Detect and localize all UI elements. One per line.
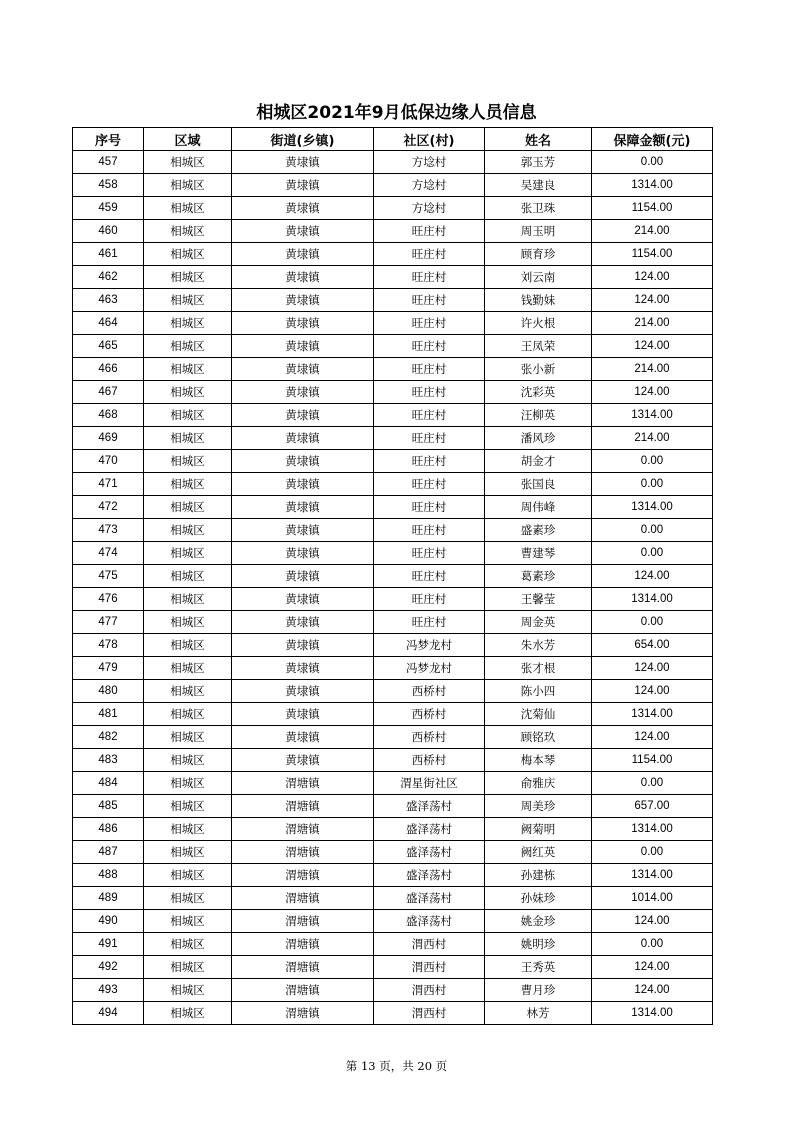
cell-name: 孙建栋: [485, 864, 592, 887]
cell-street-town: 黄埭镇: [232, 197, 374, 220]
cell-serial: 488: [73, 864, 144, 887]
table-row: [73, 611, 713, 634]
cell-amount: 0.00: [592, 841, 713, 864]
cell-name: 胡金才: [485, 450, 592, 473]
cell-district: 相城区: [144, 565, 232, 588]
cell-serial: 486: [73, 818, 144, 841]
cell-district: 相城区: [144, 956, 232, 979]
cell-amount: 1314.00: [592, 818, 713, 841]
cell-name: 刘云南: [485, 266, 592, 289]
cell-amount: 124.00: [592, 726, 713, 749]
cell-community-village: 旺庄村: [374, 450, 485, 473]
cell-name: 潘风珍: [485, 427, 592, 450]
table-header-row: [73, 128, 713, 151]
cell-name: 沈菊仙: [485, 703, 592, 726]
cell-district: 相城区: [144, 795, 232, 818]
cell-serial: 487: [73, 841, 144, 864]
table-row: [73, 381, 713, 404]
cell-street-town: 渭塘镇: [232, 956, 374, 979]
cell-community-village: 旺庄村: [374, 289, 485, 312]
cell-street-town: 黄埭镇: [232, 174, 374, 197]
cell-name: 周伟峰: [485, 496, 592, 519]
page-footer: 第 13 页，共 20 页: [345, 1059, 448, 1073]
cell-amount: 1314.00: [592, 404, 713, 427]
cell-amount: 0.00: [592, 473, 713, 496]
cell-serial: 473: [73, 519, 144, 542]
cell-amount: 124.00: [592, 979, 713, 1002]
cell-street-town: 黄埭镇: [232, 450, 374, 473]
table-row: [73, 772, 713, 795]
cell-street-town: 渭塘镇: [232, 818, 374, 841]
cell-serial: 480: [73, 680, 144, 703]
table-row: [73, 151, 713, 174]
cell-name: 阙菊明: [485, 818, 592, 841]
cell-serial: 460: [73, 220, 144, 243]
cell-street-town: 黄埭镇: [232, 335, 374, 358]
cell-serial: 476: [73, 588, 144, 611]
cell-community-village: 旺庄村: [374, 611, 485, 634]
cell-serial: 472: [73, 496, 144, 519]
cell-serial: 462: [73, 266, 144, 289]
cell-community-village: 盛泽荡村: [374, 818, 485, 841]
cell-community-village: 旺庄村: [374, 335, 485, 358]
cell-amount: 214.00: [592, 312, 713, 335]
table-row: [73, 335, 713, 358]
cell-name: 朱水芳: [485, 634, 592, 657]
cell-serial: 478: [73, 634, 144, 657]
cell-street-town: 黄埭镇: [232, 312, 374, 335]
cell-district: 相城区: [144, 427, 232, 450]
cell-district: 相城区: [144, 542, 232, 565]
cell-amount: 654.00: [592, 634, 713, 657]
table-row: [73, 979, 713, 1002]
header-serial: 序号: [73, 128, 144, 151]
cell-district: 相城区: [144, 450, 232, 473]
cell-name: 姚明珍: [485, 933, 592, 956]
cell-district: 相城区: [144, 335, 232, 358]
cell-street-town: 黄埭镇: [232, 680, 374, 703]
cell-amount: 1154.00: [592, 197, 713, 220]
table-row: [73, 933, 713, 956]
table-row: [73, 312, 713, 335]
cell-community-village: 西桥村: [374, 703, 485, 726]
cell-serial: 490: [73, 910, 144, 933]
cell-serial: 457: [73, 151, 144, 174]
header-amount: 保障金额(元): [592, 128, 713, 151]
cell-street-town: 黄埭镇: [232, 473, 374, 496]
cell-serial: 469: [73, 427, 144, 450]
cell-district: 相城区: [144, 197, 232, 220]
cell-district: 相城区: [144, 266, 232, 289]
header-community-village: 社区(村): [374, 128, 485, 151]
cell-amount: 0.00: [592, 519, 713, 542]
cell-community-village: 盛泽荡村: [374, 910, 485, 933]
table-row: [73, 427, 713, 450]
cell-district: 相城区: [144, 979, 232, 1002]
cell-amount: 1314.00: [592, 864, 713, 887]
cell-district: 相城区: [144, 726, 232, 749]
cell-community-village: 旺庄村: [374, 266, 485, 289]
cell-district: 相城区: [144, 611, 232, 634]
cell-name: 盛素珍: [485, 519, 592, 542]
cell-serial: 459: [73, 197, 144, 220]
table-row: [73, 519, 713, 542]
cell-street-town: 黄埭镇: [232, 634, 374, 657]
cell-street-town: 黄埭镇: [232, 266, 374, 289]
cell-name: 孙妹珍: [485, 887, 592, 910]
cell-amount: 1314.00: [592, 496, 713, 519]
cell-name: 阙红英: [485, 841, 592, 864]
cell-community-village: 方埝村: [374, 197, 485, 220]
cell-serial: 479: [73, 657, 144, 680]
cell-name: 张才根: [485, 657, 592, 680]
cell-community-village: 旺庄村: [374, 588, 485, 611]
table-row: [73, 496, 713, 519]
cell-community-village: 渭星街社区: [374, 772, 485, 795]
cell-amount: 124.00: [592, 680, 713, 703]
cell-community-village: 冯梦龙村: [374, 634, 485, 657]
cell-street-town: 黄埭镇: [232, 289, 374, 312]
cell-name: 陈小四: [485, 680, 592, 703]
cell-serial: 484: [73, 772, 144, 795]
cell-district: 相城区: [144, 312, 232, 335]
cell-serial: 470: [73, 450, 144, 473]
cell-community-village: 盛泽荡村: [374, 864, 485, 887]
cell-community-village: 冯梦龙村: [374, 657, 485, 680]
cell-community-village: 渭西村: [374, 1002, 485, 1025]
table-row: [73, 749, 713, 772]
cell-name: 周玉明: [485, 220, 592, 243]
cell-amount: 1154.00: [592, 243, 713, 266]
cell-district: 相城区: [144, 174, 232, 197]
cell-serial: 461: [73, 243, 144, 266]
cell-amount: 1314.00: [592, 703, 713, 726]
cell-district: 相城区: [144, 1002, 232, 1025]
cell-amount: 124.00: [592, 956, 713, 979]
cell-serial: 458: [73, 174, 144, 197]
table-row: [73, 266, 713, 289]
cell-community-village: 旺庄村: [374, 220, 485, 243]
cell-serial: 492: [73, 956, 144, 979]
cell-community-village: 旺庄村: [374, 496, 485, 519]
cell-name: 姚金珍: [485, 910, 592, 933]
cell-serial: 468: [73, 404, 144, 427]
cell-serial: 493: [73, 979, 144, 1002]
cell-district: 相城区: [144, 243, 232, 266]
cell-amount: 0.00: [592, 450, 713, 473]
header-street-town: 街道(乡镇): [232, 128, 374, 151]
cell-amount: 0.00: [592, 611, 713, 634]
cell-serial: 477: [73, 611, 144, 634]
cell-district: 相城区: [144, 703, 232, 726]
cell-amount: 1314.00: [592, 174, 713, 197]
table-row: [73, 887, 713, 910]
cell-community-village: 方埝村: [374, 151, 485, 174]
cell-district: 相城区: [144, 358, 232, 381]
cell-district: 相城区: [144, 749, 232, 772]
cell-community-village: 旺庄村: [374, 565, 485, 588]
table-row: [73, 795, 713, 818]
document-title: 相城区2021年9月低保边缘人员信息: [256, 103, 537, 123]
cell-serial: 464: [73, 312, 144, 335]
cell-community-village: 渭西村: [374, 979, 485, 1002]
cell-amount: 1154.00: [592, 749, 713, 772]
table-row: [73, 726, 713, 749]
cell-name: 王凤荣: [485, 335, 592, 358]
cell-name: 郭玉芳: [485, 151, 592, 174]
cell-street-town: 黄埭镇: [232, 542, 374, 565]
cell-name: 沈彩英: [485, 381, 592, 404]
cell-name: 葛素珍: [485, 565, 592, 588]
cell-district: 相城区: [144, 588, 232, 611]
cell-amount: 1314.00: [592, 1002, 713, 1025]
cell-street-town: 黄埭镇: [232, 220, 374, 243]
cell-district: 相城区: [144, 910, 232, 933]
cell-serial: 489: [73, 887, 144, 910]
cell-community-village: 西桥村: [374, 726, 485, 749]
cell-name: 王馨莹: [485, 588, 592, 611]
header-district: 区域: [144, 128, 232, 151]
cell-serial: 483: [73, 749, 144, 772]
cell-name: 梅本琴: [485, 749, 592, 772]
cell-street-town: 黄埭镇: [232, 588, 374, 611]
cell-street-town: 黄埭镇: [232, 358, 374, 381]
cell-name: 吴建良: [485, 174, 592, 197]
table-row: [73, 657, 713, 680]
cell-district: 相城区: [144, 772, 232, 795]
table-row: [73, 588, 713, 611]
table-row: [73, 841, 713, 864]
cell-amount: 1314.00: [592, 588, 713, 611]
cell-serial: 491: [73, 933, 144, 956]
cell-amount: 657.00: [592, 795, 713, 818]
cell-district: 相城区: [144, 657, 232, 680]
table-row: [73, 542, 713, 565]
cell-serial: 465: [73, 335, 144, 358]
table-row: [73, 1002, 713, 1025]
cell-street-town: 黄埭镇: [232, 151, 374, 174]
cell-street-town: 渭塘镇: [232, 887, 374, 910]
table-row: [73, 565, 713, 588]
table-row: [73, 864, 713, 887]
cell-street-town: 黄埭镇: [232, 726, 374, 749]
cell-serial: 463: [73, 289, 144, 312]
cell-name: 许火根: [485, 312, 592, 335]
cell-name: 张国良: [485, 473, 592, 496]
cell-serial: 474: [73, 542, 144, 565]
cell-name: 顾育珍: [485, 243, 592, 266]
cell-name: 张卫珠: [485, 197, 592, 220]
cell-amount: 124.00: [592, 266, 713, 289]
cell-district: 相城区: [144, 680, 232, 703]
cell-community-village: 旺庄村: [374, 473, 485, 496]
cell-serial: 485: [73, 795, 144, 818]
cell-amount: 124.00: [592, 565, 713, 588]
cell-community-village: 西桥村: [374, 749, 485, 772]
cell-district: 相城区: [144, 473, 232, 496]
table-row: [73, 634, 713, 657]
cell-community-village: 旺庄村: [374, 427, 485, 450]
cell-district: 相城区: [144, 381, 232, 404]
cell-district: 相城区: [144, 220, 232, 243]
table-row: [73, 289, 713, 312]
cell-serial: 466: [73, 358, 144, 381]
beneficiary-table: [72, 127, 713, 1025]
cell-district: 相城区: [144, 841, 232, 864]
table-row: [73, 680, 713, 703]
cell-amount: 0.00: [592, 542, 713, 565]
cell-community-village: 盛泽荡村: [374, 841, 485, 864]
cell-community-village: 盛泽荡村: [374, 887, 485, 910]
cell-district: 相城区: [144, 151, 232, 174]
cell-amount: 1014.00: [592, 887, 713, 910]
cell-name: 张小新: [485, 358, 592, 381]
cell-district: 相城区: [144, 289, 232, 312]
cell-community-village: 盛泽荡村: [374, 795, 485, 818]
cell-street-town: 黄埭镇: [232, 427, 374, 450]
cell-street-town: 渭塘镇: [232, 979, 374, 1002]
cell-name: 汪柳英: [485, 404, 592, 427]
cell-amount: 0.00: [592, 933, 713, 956]
table-row: [73, 910, 713, 933]
cell-street-town: 黄埭镇: [232, 243, 374, 266]
cell-name: 周金英: [485, 611, 592, 634]
cell-serial: 467: [73, 381, 144, 404]
cell-district: 相城区: [144, 933, 232, 956]
cell-name: 曹月珍: [485, 979, 592, 1002]
table-row: [73, 818, 713, 841]
cell-name: 林芳: [485, 1002, 592, 1025]
cell-street-town: 黄埭镇: [232, 381, 374, 404]
cell-amount: 0.00: [592, 151, 713, 174]
cell-community-village: 渭西村: [374, 933, 485, 956]
cell-community-village: 旺庄村: [374, 358, 485, 381]
table-body: [73, 151, 713, 1025]
cell-name: 曹建琴: [485, 542, 592, 565]
cell-district: 相城区: [144, 864, 232, 887]
table-row: [73, 450, 713, 473]
cell-name: 钱勤妹: [485, 289, 592, 312]
cell-name: 周美珍: [485, 795, 592, 818]
cell-community-village: 西桥村: [374, 680, 485, 703]
table-row: [73, 703, 713, 726]
cell-amount: 0.00: [592, 772, 713, 795]
cell-community-village: 旺庄村: [374, 542, 485, 565]
cell-street-town: 渭塘镇: [232, 933, 374, 956]
cell-name: 王秀英: [485, 956, 592, 979]
cell-community-village: 旺庄村: [374, 243, 485, 266]
cell-street-town: 黄埭镇: [232, 611, 374, 634]
cell-district: 相城区: [144, 496, 232, 519]
cell-street-town: 黄埭镇: [232, 565, 374, 588]
cell-street-town: 黄埭镇: [232, 404, 374, 427]
table-row: [73, 956, 713, 979]
cell-community-village: 渭西村: [374, 956, 485, 979]
cell-street-town: 黄埭镇: [232, 496, 374, 519]
table-row: [73, 473, 713, 496]
cell-serial: 494: [73, 1002, 144, 1025]
cell-street-town: 渭塘镇: [232, 795, 374, 818]
cell-serial: 481: [73, 703, 144, 726]
table-row: [73, 404, 713, 427]
cell-amount: 124.00: [592, 381, 713, 404]
cell-serial: 482: [73, 726, 144, 749]
cell-community-village: 旺庄村: [374, 519, 485, 542]
cell-street-town: 渭塘镇: [232, 910, 374, 933]
cell-street-town: 黄埭镇: [232, 519, 374, 542]
cell-district: 相城区: [144, 887, 232, 910]
cell-name: 顾铭玖: [485, 726, 592, 749]
cell-amount: 124.00: [592, 657, 713, 680]
cell-street-town: 黄埭镇: [232, 703, 374, 726]
cell-amount: 124.00: [592, 910, 713, 933]
cell-community-village: 方埝村: [374, 174, 485, 197]
header-name: 姓名: [485, 128, 592, 151]
table-row: [73, 243, 713, 266]
table-row: [73, 358, 713, 381]
cell-amount: 124.00: [592, 289, 713, 312]
cell-community-village: 旺庄村: [374, 312, 485, 335]
table-row: [73, 220, 713, 243]
cell-community-village: 旺庄村: [374, 381, 485, 404]
cell-street-town: 渭塘镇: [232, 841, 374, 864]
cell-street-town: 渭塘镇: [232, 864, 374, 887]
cell-serial: 475: [73, 565, 144, 588]
cell-street-town: 黄埭镇: [232, 749, 374, 772]
cell-amount: 214.00: [592, 358, 713, 381]
cell-district: 相城区: [144, 634, 232, 657]
cell-amount: 214.00: [592, 427, 713, 450]
cell-street-town: 黄埭镇: [232, 657, 374, 680]
cell-district: 相城区: [144, 404, 232, 427]
cell-amount: 124.00: [592, 335, 713, 358]
cell-street-town: 渭塘镇: [232, 1002, 374, 1025]
cell-district: 相城区: [144, 519, 232, 542]
table-row: [73, 174, 713, 197]
cell-amount: 214.00: [592, 220, 713, 243]
cell-district: 相城区: [144, 818, 232, 841]
cell-community-village: 旺庄村: [374, 404, 485, 427]
cell-street-town: 渭塘镇: [232, 772, 374, 795]
cell-serial: 471: [73, 473, 144, 496]
cell-name: 俞雅庆: [485, 772, 592, 795]
table-row: [73, 197, 713, 220]
